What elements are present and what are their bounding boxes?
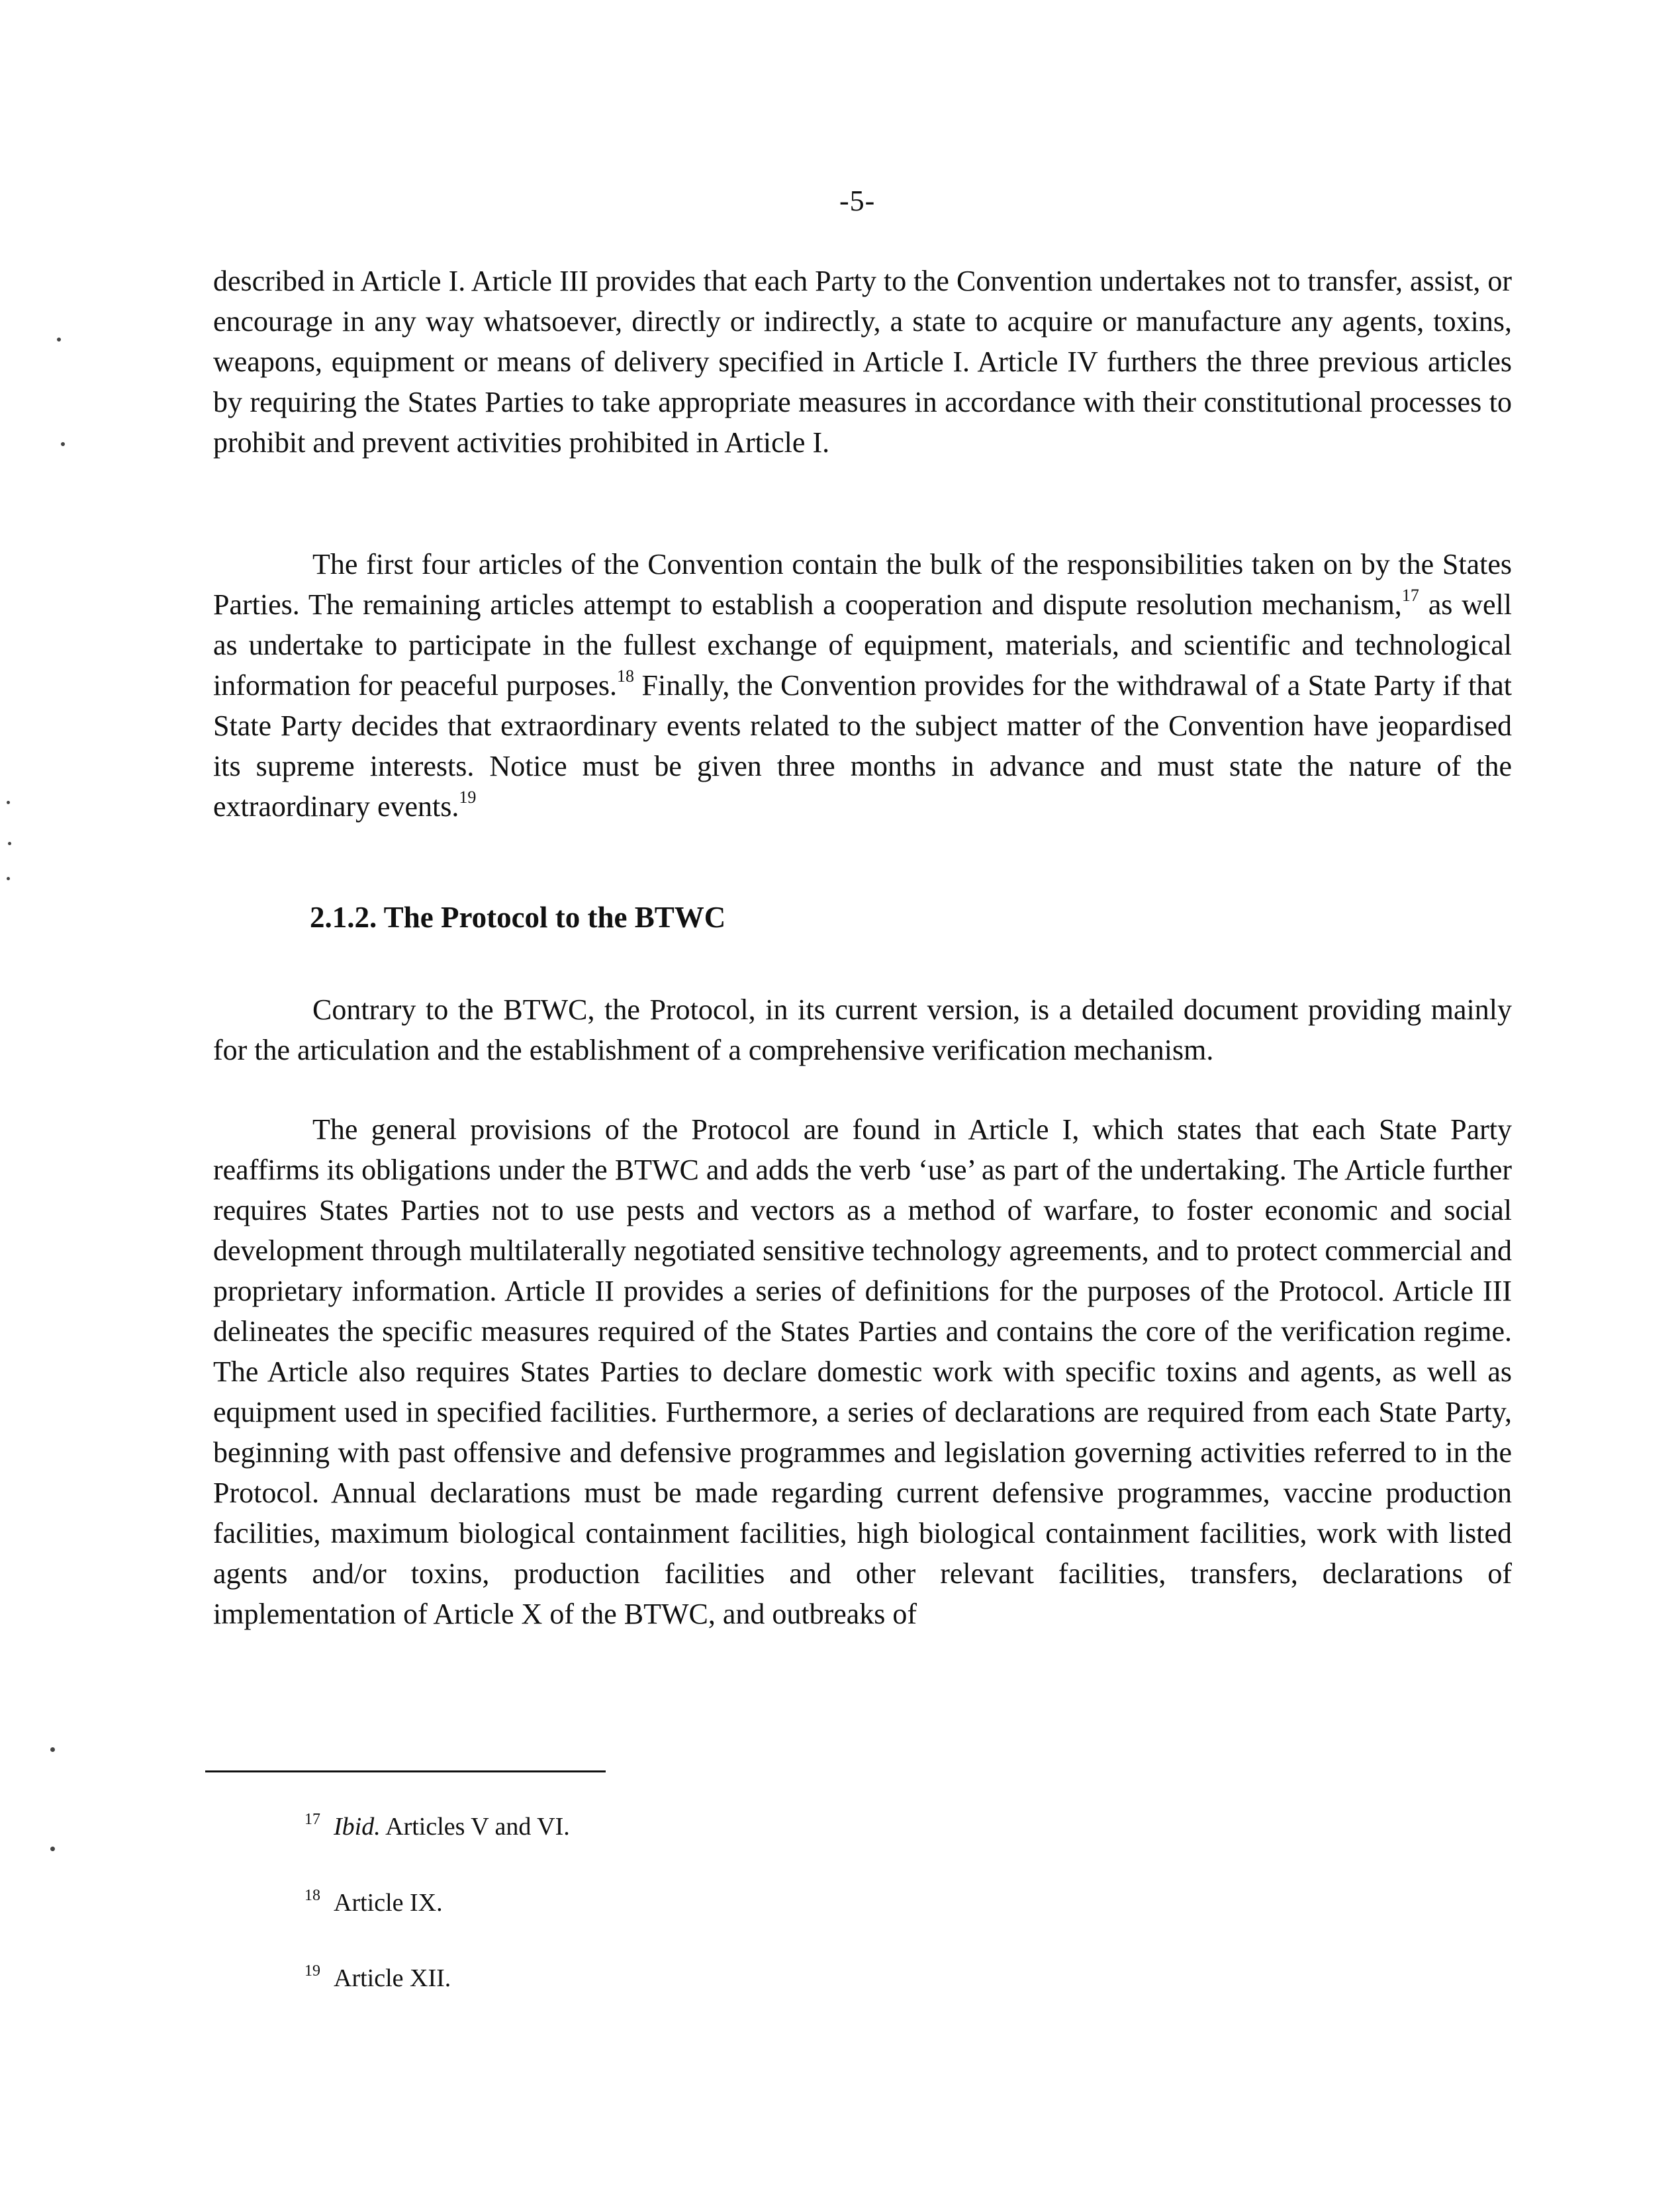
paragraph-4 — [213, 1109, 1512, 1634]
scan-speck — [8, 842, 11, 845]
footnote-ref-18: 18 — [617, 666, 634, 686]
scan-speck — [61, 442, 65, 446]
footnote-ref-19: 19 — [459, 788, 477, 807]
scan-speck — [50, 1747, 55, 1752]
footnote-separator — [205, 1770, 606, 1772]
paragraph-1-text: described in Article I. Article III provides that each Party to the Convention undertakes not to transfer, assist, or encourage in any way whatsoever, directly or indirectly, a state to acquire or manufacture any agents, toxins, weapons, equipment or means of delivery specified in Article I. Article IV furthers the three previous articles by requiring the States Parties to take appropriate measures in accordance with their constitutional processes to prohibit and prevent activities prohibited in Article I. — [213, 265, 1512, 459]
footnote-19 — [304, 1962, 451, 1998]
paragraph-3 — [213, 989, 1512, 1070]
section-heading: 2.1.2. The Protocol to the BTWC — [310, 901, 726, 934]
paragraph-2-text-b: as well as undertake to participate in the fullest exchange of equipment, materials, and scientific and technological information for peaceful purposes. — [213, 588, 1512, 702]
paragraph-2 — [213, 544, 1512, 827]
footnote-mark: 17 — [304, 1811, 320, 1828]
page-number: -5- — [839, 185, 876, 217]
paragraph-2-text-c: Finally, the Convention provides for the withdrawal of a State Party if that State Party decides that extraordinary events related to the subject matter of the Convention have jeopardised its supreme interests. Notice must be given three months in advance and must state the nature of the extraordinary events. — [213, 669, 1512, 823]
footnote-text: Article XII. — [334, 1964, 451, 1992]
scan-speck — [7, 801, 10, 804]
paragraph-1 — [213, 261, 1512, 463]
footnote-italic: Ibid. — [334, 1813, 381, 1841]
scan-speck — [7, 877, 10, 880]
paragraph-3-text: Contrary to the BTWC, the Protocol, in its current version, is a detailed document providing mainly for the articulation and the establishment of a comprehensive verification mechanism. — [213, 993, 1512, 1066]
footnote-mark: 19 — [304, 1962, 320, 1980]
footnote-18 — [304, 1886, 443, 1923]
paragraph-4-text: The general provisions of the Protocol are found in Article I, which states that each State Party reaffirms its obligations under the BTWC and adds the verb ‘use’ as part of the undertaking. The Article further requires States Parties not to use pests and vectors as a method of warfare, to foster economic and social development through multilaterally negotiated sensitive technology agreements, and to protect commercial and proprietary information. Article II provides a series of definitions for the purposes of the Protocol. Article III delineates the specific measures required of the States Parties and contains the core of the verification regime. The Article also requires States Parties to declare domestic work with specific toxins and agents, as well as equipment used in specified facilities. Furthermore, a series of declarations are required from each State Party, beginning with past offensive and defensive programmes and legislation governing activities referred to in the Protocol. Annual declarations must be made regarding current defensive programmes, vaccine production facilities, maximum biological containment facilities, high biological containment facilities, work with listed agents and/or toxins, production facilities and other relevant facilities, transfers, declarations of implementation of Article X of the BTWC, and outbreaks of — [213, 1113, 1512, 1630]
footnote-text: Articles V and VI. — [380, 1813, 570, 1841]
scan-speck — [57, 338, 61, 342]
footnote-text: Article IX. — [334, 1889, 443, 1917]
scan-speck — [50, 1847, 55, 1851]
footnote-17 — [304, 1810, 570, 1847]
footnote-ref-17: 17 — [1401, 586, 1419, 606]
footnote-mark: 18 — [304, 1887, 320, 1904]
paragraph-2-text-a: The first four articles of the Convention contain the bulk of the responsibilities taken on by the States Parties. The remaining articles attempt to establish a cooperation and dispute resolution mechanism, — [213, 548, 1512, 621]
